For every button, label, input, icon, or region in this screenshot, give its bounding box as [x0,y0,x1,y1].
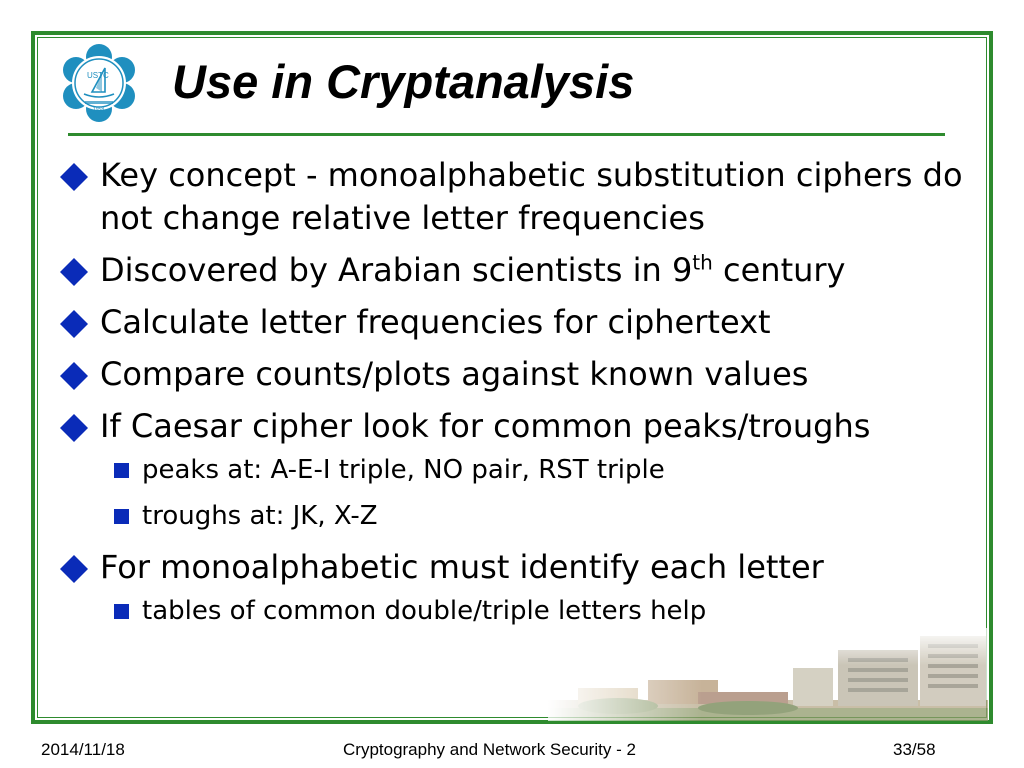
footer-date: 2014/11/18 [41,740,125,759]
sub-bullet-text: peaks at: A-E-I triple, NO pair, RST triple [142,455,665,485]
logo-text: USTC [87,71,109,80]
sub-bullet-text: tables of common double/triple letters help [142,596,707,626]
square-bullet-icon [114,509,129,524]
bullet-item [56,301,966,344]
slide-title: Use in Cryptanalysis [172,55,635,108]
bullet-text: Discovered by Arabian scientists in 9 [100,251,693,289]
ustc-logo [58,42,140,124]
bullet-list [56,154,966,639]
bullet-item [56,405,966,448]
bullet-item [56,249,966,292]
square-bullet-icon [114,604,129,619]
bullet-text: Compare counts/plots against known values [100,355,809,393]
bullet-text: Calculate letter frequencies for ciphertext [100,303,771,341]
diamond-bullet-icon [60,414,88,442]
title-underline [68,133,945,136]
diamond-bullet-icon [60,555,88,583]
bullet-text: Key concept - monoalphabetic substitution ciphers do not change relative letter frequencies [100,156,963,237]
footer-page-number: 33/58 [893,740,936,759]
diamond-bullet-icon [60,362,88,390]
bullet-item [56,353,966,396]
bullet-item [56,154,966,240]
bullet-text: For monoalphabetic must identify each letter [100,548,824,586]
sub-bullet-item [56,452,966,488]
sub-bullet-text: troughs at: JK, X-Z [142,501,378,531]
diamond-bullet-icon [60,310,88,338]
bullet-text: If Caesar cipher look for common peaks/troughs [100,407,871,445]
footer-course-title: Cryptography and Network Security - 2 [343,740,636,759]
logo-year: 1958 [93,107,105,113]
bullet-superscript: th [692,250,713,275]
square-bullet-icon [114,463,129,478]
sub-bullet-item [56,593,966,629]
sub-bullet-item [56,498,966,534]
bullet-item [56,546,966,589]
diamond-bullet-icon [60,258,88,286]
bullet-text-tail: century [712,251,846,289]
campus-photo [548,628,988,721]
diamond-bullet-icon [60,163,88,191]
